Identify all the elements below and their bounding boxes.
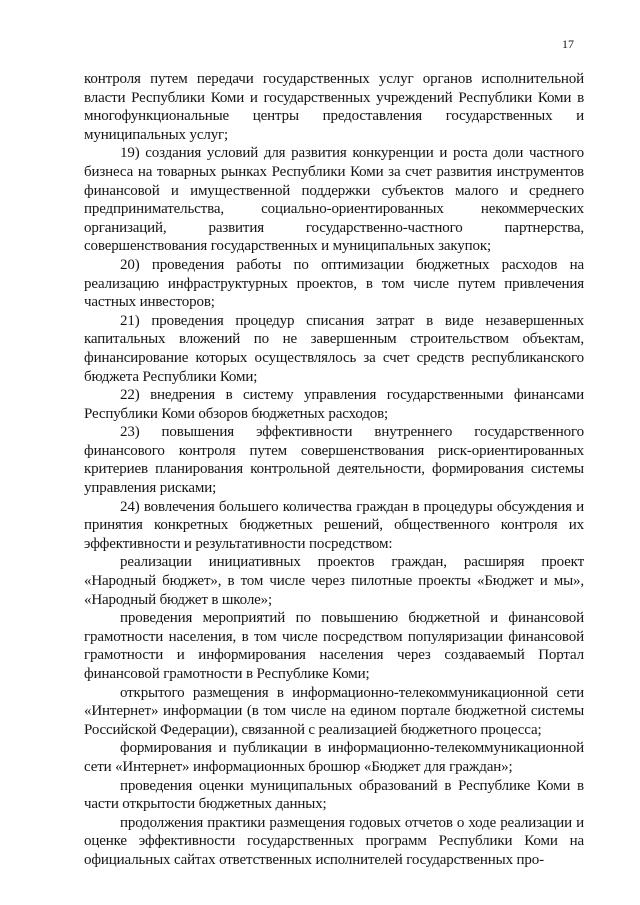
paragraph-sub-internet-publication: открытого размещения в информационно-телекоммуникационной сети «Интернет» информации (в том числе на едином портале бюджетной системы Российской Федерации), связанной с реализацией бюджетного процесса;	[84, 684, 584, 738]
paragraph-item-22: 22) внедрения в систему управления государственными финансами Республики Коми обзоров бюджетных расходов;	[84, 387, 584, 422]
document-body	[84, 70, 584, 870]
paragraph-sub-municipal-assessment: проведения оценки муниципальных образований в Республике Коми в части открытости бюджетных данных;	[84, 777, 584, 813]
paragraph-item-20: 20) проведения работы по оптимизации бюджетных расходов на реализацию инфраструктурных проектов, в том числе путем привлечения частных инвесторов;	[84, 256, 584, 311]
paragraph-sub-annual-reports: продолжения практики размещения годовых отчетов о ходе реализации и оценке эффективности государственных программ Республики Коми на официальных сайтах ответственных исполнителей государственных про-	[84, 814, 584, 868]
paragraph-item-23: 23) повышения эффективности внутреннего государственного финансового контроля путем совершенствования риск-ориентированных критериев планирования контрольной деятельности, формирования системы управления рисками;	[84, 424, 584, 497]
paragraph-sub-initiative-projects: реализации инициативных проектов граждан, расширяя проект «Народный бюджет», в том числе через пилотные проекты «Бюджет и мы», «Народный бюджет в школе»;	[84, 554, 584, 608]
paragraph-item-24: 24) вовлечения большего количества граждан в процедуры обсуждения и принятия конкретных бюджетных решений, общественного контроля их эффективности и результативности посредством:	[84, 498, 584, 552]
paragraph-sub-brochures: формирования и публикации в информационно-телекоммуникационной сети «Интернет» информационных брошюр «Бюджет для граждан»;	[84, 740, 584, 775]
page-number: 17	[562, 37, 574, 51]
paragraph-sub-financial-literacy: проведения мероприятий по повышению бюджетной и финансовой грамотности населения, в том числе посредством популяризации финансовой грамотности и информирования населения через создаваемый Портал финансовой грамотности в Республике Коми;	[84, 610, 584, 682]
paragraph-item-19: 19) создания условий для развития конкуренции и роста доли частного бизнеса на товарных рынках Республики Коми за счет развития инструментов финансовой и имущественной поддержки субъектов малого и среднего предпринимательства, социально-ориентированных некоммерческих организаций, развития государственно-частного партнерства, совершенствования государственных и муниципальных закупок;	[84, 145, 584, 255]
paragraph-item-21: 21) проведения процедур списания затрат в виде незавершенных капитальных вложений по не завершенным строительством объектам, финансирование которых осуществлялось за счет средств республиканского бюджета Республики Коми;	[84, 312, 584, 385]
paragraph-continuation: контроля путем передачи государственных услуг органов исполнительной власти Республики Коми и государственных учреждений Республики Коми в многофункциональные центры предоставления государственных и муниципальных услуг;	[84, 71, 584, 143]
